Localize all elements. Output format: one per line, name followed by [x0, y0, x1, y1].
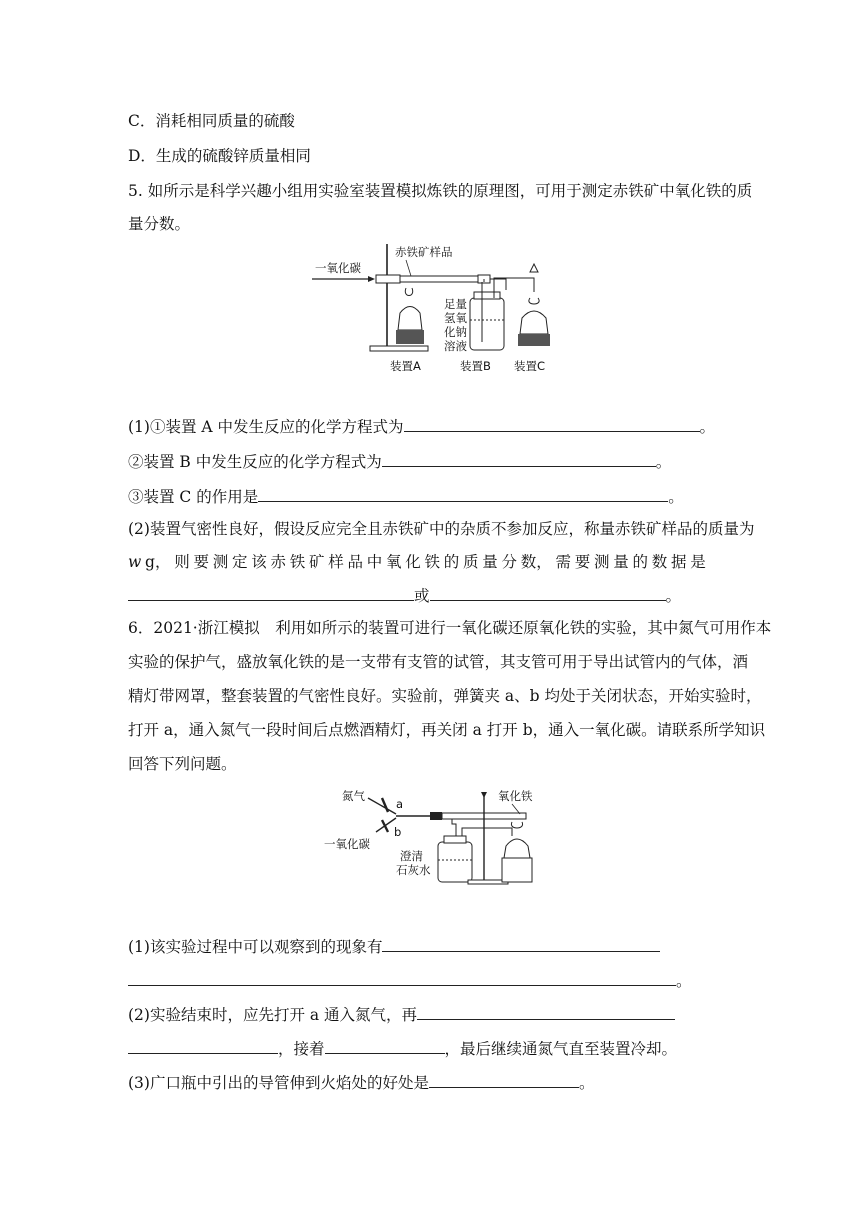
- q5-label-solution-2: 氢氧: [444, 311, 467, 325]
- clamp-a: [382, 798, 388, 812]
- q5-label-b: 装置B: [460, 359, 491, 373]
- bottle-b: [470, 298, 504, 350]
- q5-label-c: 装置C: [514, 359, 546, 373]
- q6-label-b: b: [394, 825, 402, 839]
- q6-label-a: a: [396, 797, 404, 811]
- lamp-block: [502, 858, 532, 882]
- q6-stem-line4: 打开 a，通入氮气一段时间后点燃酒精灯，再关闭 a 打开 b，通入一氧化碳。请联系所学知识: [128, 721, 766, 739]
- q5-label-solution-1: 足量: [444, 297, 467, 311]
- q5-part2-line3: 或 。: [128, 584, 681, 607]
- answer-blank[interactable]: [430, 584, 666, 601]
- q5-part1b: ②装置 B 中发生反应的化学方程式为 。: [128, 450, 671, 473]
- q5-apparatus-figure: [310, 238, 560, 376]
- q6-part2: (2)实验结束时，应先打开 a 通入氮气，再: [128, 1003, 675, 1026]
- answer-blank[interactable]: [404, 415, 700, 432]
- q6-stem-line5: 回答下列问题。: [128, 755, 237, 773]
- stand-base: [370, 346, 428, 351]
- option-c: C．消耗相同质量的硫酸: [128, 112, 295, 130]
- lamp-block-a: [396, 330, 424, 344]
- clamp-b: [382, 820, 388, 832]
- answer-blank[interactable]: [382, 935, 660, 952]
- q5-part2-line2: w g， 则 要 测 定 该 赤 铁 矿 样 品 中 氧 化 铁 的 质 量 分 数， 需 要 测 量 的 数 据 是: [128, 553, 706, 571]
- stopper-left: [376, 275, 400, 283]
- q6-label-co: 一氧化碳: [324, 837, 370, 851]
- q6-label-limewater-2: 石灰水: [396, 863, 431, 877]
- q5-part1a: (1)①装置 A 中发生反应的化学方程式为 。: [128, 415, 715, 438]
- q5-label-solution-3: 化钠: [444, 325, 467, 339]
- answer-blank[interactable]: [417, 1003, 675, 1020]
- answer-blank[interactable]: [128, 584, 414, 601]
- alcohol-lamp-c: [520, 311, 548, 334]
- answer-blank[interactable]: [128, 969, 676, 986]
- q5-label-a: 装置A: [390, 359, 421, 373]
- q5-label-co: 一氧化碳: [315, 261, 361, 275]
- q6-part2-line2: ，接着 ，最后继续通氮气直至装置冷却。: [128, 1037, 677, 1060]
- alcohol-lamp: [504, 839, 530, 858]
- lamp-block-c: [518, 334, 550, 346]
- answer-blank[interactable]: [325, 1037, 445, 1054]
- q6-label-limewater-1: 澄清: [400, 849, 423, 863]
- q6-label-fe2o3: 氧化铁: [498, 789, 533, 803]
- q6-stem-line3: 精灯带网罩，整套装置的气密性良好。实验前，弹簧夹 a、b 均处于关闭状态，开始实验时，: [128, 687, 762, 705]
- q6-part1-line2: 。: [128, 969, 692, 992]
- q5-part1c: ③装置 C 的作用是 。: [128, 485, 684, 508]
- q6-label-n2: 氮气: [342, 789, 365, 803]
- q5-part2-line1: (2)装置气密性良好，假设反应完全且赤铁矿中的杂质不参加反应，称量赤铁矿样品的质量为: [128, 520, 755, 538]
- answer-blank[interactable]: [429, 1071, 579, 1088]
- alcohol-lamp-a: [398, 307, 422, 331]
- q6-stem-line1: 6．2021·浙江模拟 利用如所示的装置可进行一氧化碳还原氧化铁的实验，其中氮气可用作本: [128, 619, 772, 637]
- q5-label-solution-4: 溶液: [444, 339, 467, 353]
- q6-part3: (3)广口瓶中引出的导管伸到火焰处的好处是 。: [128, 1071, 594, 1094]
- q5-stem-line1: 5. 如所示是科学兴趣小组用实验室装置模拟炼铁的原理图，可用于测定赤铁矿中氧化铁的质: [128, 182, 753, 200]
- q5-label-sample: 赤铁矿样品: [395, 245, 453, 259]
- q6-apparatus-figure: [316, 784, 548, 890]
- option-d: D．生成的硫酸锌质量相同: [128, 147, 311, 165]
- answer-blank[interactable]: [258, 485, 668, 502]
- answer-blank[interactable]: [128, 1037, 278, 1054]
- glass-tube: [400, 276, 480, 282]
- answer-blank[interactable]: [382, 450, 656, 467]
- limewater-bottle: [438, 842, 472, 882]
- q6-part1: (1)该实验过程中可以观察到的现象有: [128, 935, 660, 958]
- q6-stem-line2: 实验的保护气，盛放氧化铁的是一支带有支管的试管，其支管可用于导出试管内的气体，酒: [128, 653, 749, 671]
- q5-stem-line2: 量分数。: [128, 215, 191, 233]
